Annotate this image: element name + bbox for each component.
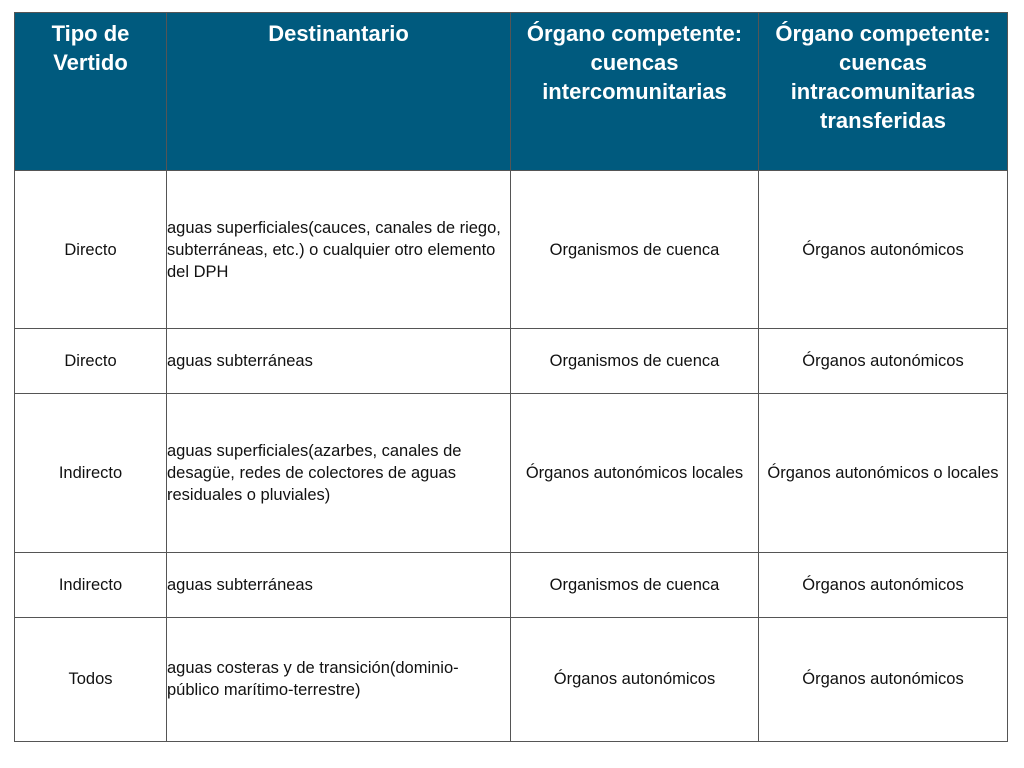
cell-intercomunitarias: Organismos de cuenca	[511, 552, 759, 617]
header-intracomunitarias: Órgano competente: cuencas intracomunitarias transferidas	[759, 13, 1008, 171]
table-row	[15, 329, 1008, 394]
cell-intercomunitarias: Órganos autonómicos locales	[511, 394, 759, 552]
header-intercomunitarias: Órgano competente: cuencas intercomunitarias	[511, 13, 759, 171]
table-row	[15, 552, 1008, 617]
cell-intracomunitarias: Órganos autonómicos	[759, 617, 1008, 741]
cell-intracomunitarias: Órganos autonómicos	[759, 552, 1008, 617]
table-row	[15, 171, 1008, 329]
cell-tipo: Directo	[15, 171, 167, 329]
cell-intercomunitarias: Organismos de cuenca	[511, 329, 759, 394]
cell-tipo: Todos	[15, 617, 167, 741]
cell-destinatario: aguas subterráneas	[167, 552, 511, 617]
header-destinatario: Destinantario	[167, 13, 511, 171]
cell-intercomunitarias: Organismos de cuenca	[511, 171, 759, 329]
cell-tipo: Indirecto	[15, 552, 167, 617]
vertidos-table	[14, 12, 1008, 742]
cell-destinatario: aguas costeras y de transición(dominio-público marítimo-terrestre)	[167, 617, 511, 741]
header-tipo: Tipo de Vertido	[15, 13, 167, 171]
cell-intracomunitarias: Órganos autonómicos	[759, 171, 1008, 329]
cell-tipo: Indirecto	[15, 394, 167, 552]
cell-destinatario: aguas superficiales(cauces, canales de riego, subterráneas, etc.) o cualquier otro elemento del DPH	[167, 171, 511, 329]
cell-destinatario: aguas subterráneas	[167, 329, 511, 394]
cell-intracomunitarias: Órganos autonómicos	[759, 329, 1008, 394]
cell-intracomunitarias: Órganos autonómicos o locales	[759, 394, 1008, 552]
table-row	[15, 394, 1008, 552]
cell-tipo: Directo	[15, 329, 167, 394]
cell-intercomunitarias: Órganos autonómicos	[511, 617, 759, 741]
table-row	[15, 617, 1008, 741]
cell-destinatario: aguas superficiales(azarbes, canales de desagüe, redes de colectores de aguas residuales o pluviales)	[167, 394, 511, 552]
header-row	[15, 13, 1008, 171]
